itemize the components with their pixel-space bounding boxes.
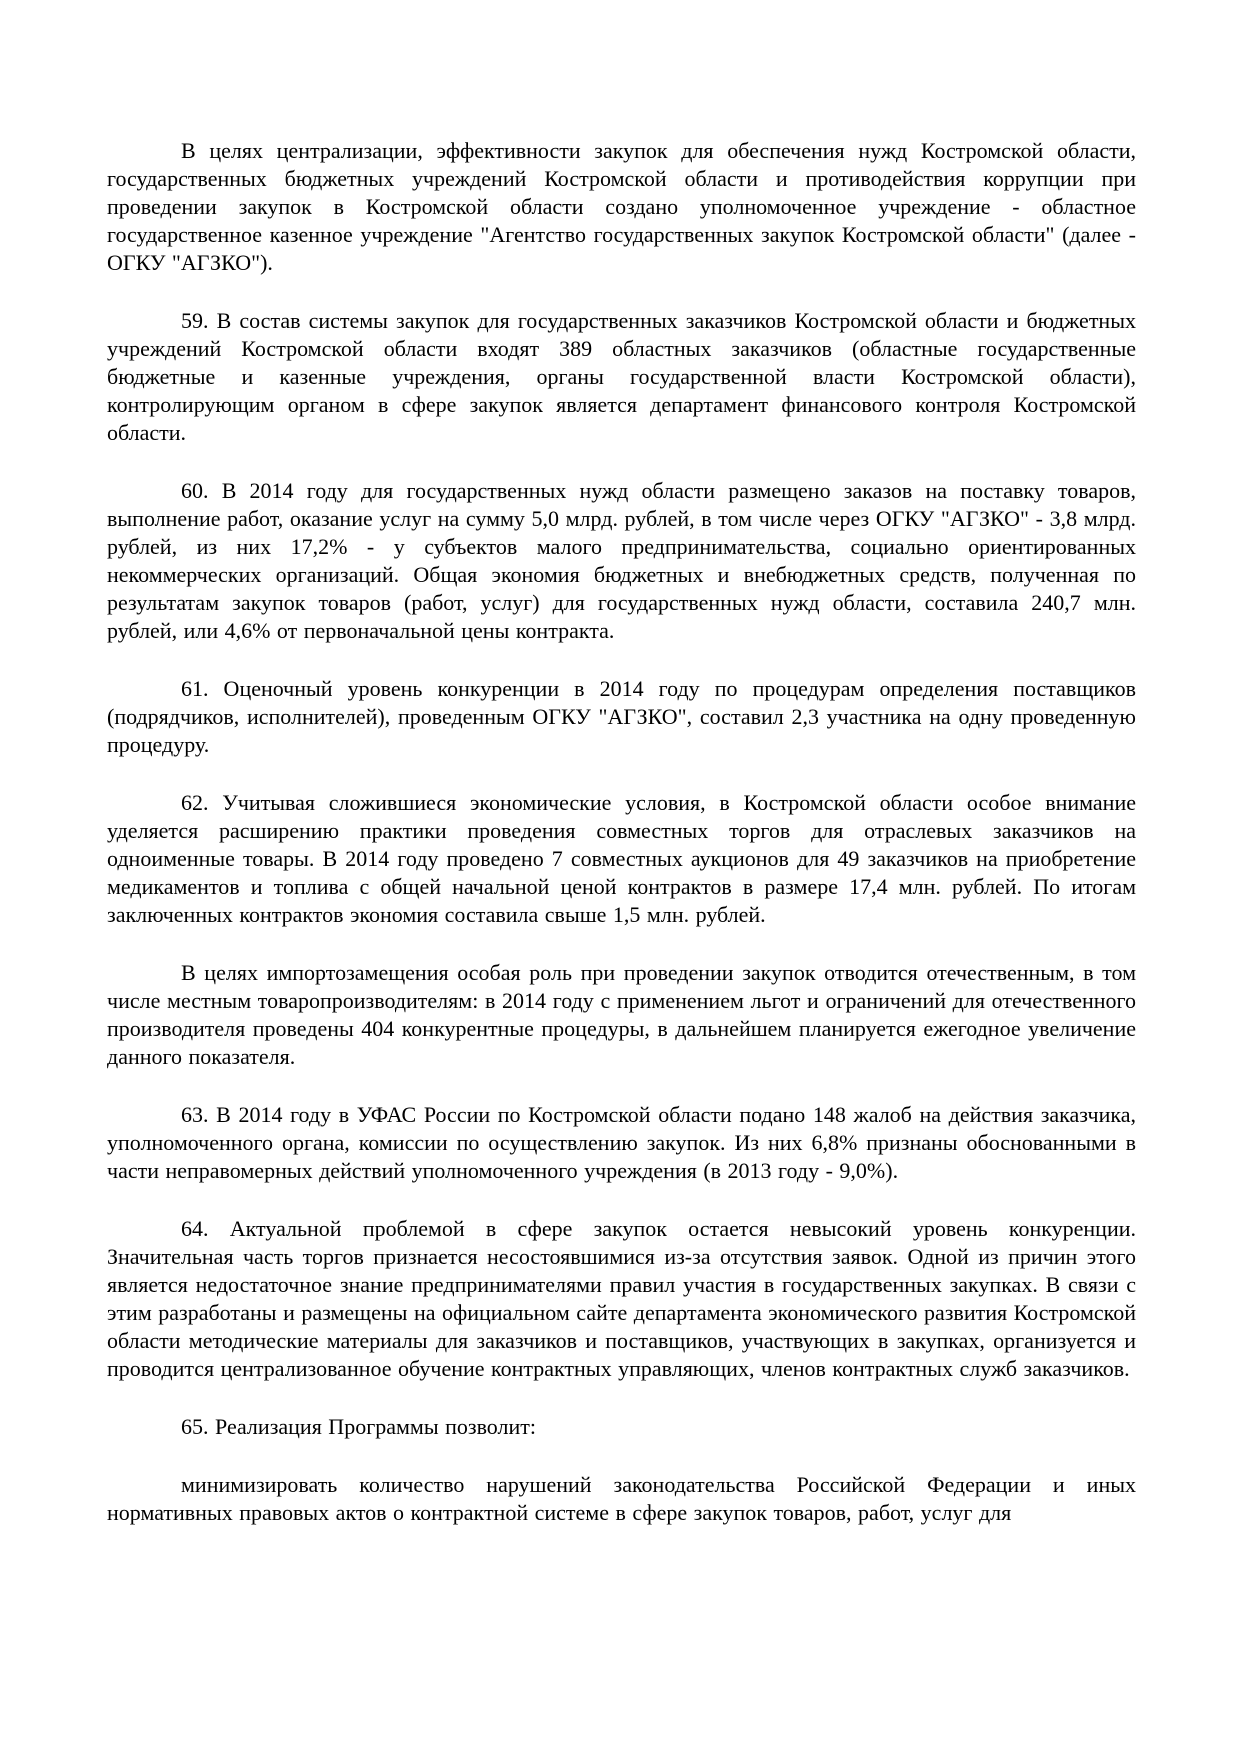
paragraph-import-substitution: В целях импортозамещения особая роль при проведении закупок отводится отечественным, в том числе местным товаропроизводителям: в 2014 году с применением льгот и ограничений для отечественного производителя проведены 404 конкурентные процедуры, в дальнейшем планируется ежегодное увеличение данного показателя.	[107, 960, 1136, 1069]
paragraph-61: 61. Оценочный уровень конкуренции в 2014 году по процедурам определения поставщиков (подрядчиков, исполнителей), проведенным ОГКУ "АГЗКО", составил 2,3 участника на одну проведенную процедуру.	[107, 676, 1136, 757]
paragraph-65: 65. Реализация Программы позволит:	[181, 1414, 536, 1439]
paragraph-59: 59. В состав системы закупок для государственных заказчиков Костромской области и бюджетных учреждений Костромской области входят 389 областных заказчиков (областные государственные бюджетные и казенные учреждения, органы государственной власти Костромской области), контролирующим органом в сфере закупок является департамент финансового контроля Костромской области.	[107, 308, 1136, 445]
paragraph-62: 62. Учитывая сложившиеся экономические условия, в Костромской области особое внимание уделяется расширению практики проведения совместных торгов для отраслевых заказчиков на одноименные товары. В 2014 году проведено 7 совместных аукционов для 49 заказчиков на приобретение медикаментов и топлива с общей начальной ценой контрактов в размере 17,4 млн. рублей. По итогам заключенных контрактов экономия составила свыше 1,5 млн. рублей.	[107, 790, 1136, 927]
paragraph-64: 64. Актуальной проблемой в сфере закупок остается невысокий уровень конкуренции. Значительная часть торгов признается несостоявшимися из-за отсутствия заявок. Одной из причин этого является недостаточное знание предпринимателями правил участия в государственных закупках. В связи с этим разработаны и размещены на официальном сайте департамента экономического развития Костромской области методические материалы для заказчиков и поставщиков, участвующих в закупках, организуется и проводится централизованное обучение контрактных управляющих, членов контрактных служб заказчиков.	[107, 1216, 1136, 1381]
paragraph-minimize-violations: минимизировать количество нарушений законодательства Российской Федерации и иных нормативных правовых актов о контрактной системе в сфере закупок товаров, работ, услуг для	[107, 1472, 1136, 1525]
paragraph-60: 60. В 2014 году для государственных нужд области размещено заказов на поставку товаров, выполнение работ, оказание услуг на сумму 5,0 млрд. рублей, в том числе через ОГКУ "АГЗКО" - 3,8 млрд. рублей, из них 17,2% - у субъектов малого предпринимательства, социально ориентированных некоммерческих организаций. Общая экономия бюджетных и внебюджетных средств, полученная по результатам закупок товаров (работ, услуг) для государственных нужд области, составила 240,7 млн. рублей, или 4,6% от первоначальной цены контракта.	[107, 478, 1136, 643]
paragraph-intro-centralization: В целях централизации, эффективности закупок для обеспечения нужд Костромской области, государственных бюджетных учреждений Костромской области и противодействия коррупции при проведении закупок в Костромской области создано уполномоченное учреждение - областное государственное казенное учреждение "Агентство государственных закупок Костромской области" (далее - ОГКУ "АГЗКО").	[107, 138, 1136, 275]
paragraph-63: 63. В 2014 году в УФАС России по Костромской области подано 148 жалоб на действия заказчика, уполномоченного органа, комиссии по осуществлению закупок. Из них 6,8% признаны обоснованными в части неправомерных действий уполномоченного учреждения (в 2013 году - 9,0%).	[107, 1102, 1136, 1183]
